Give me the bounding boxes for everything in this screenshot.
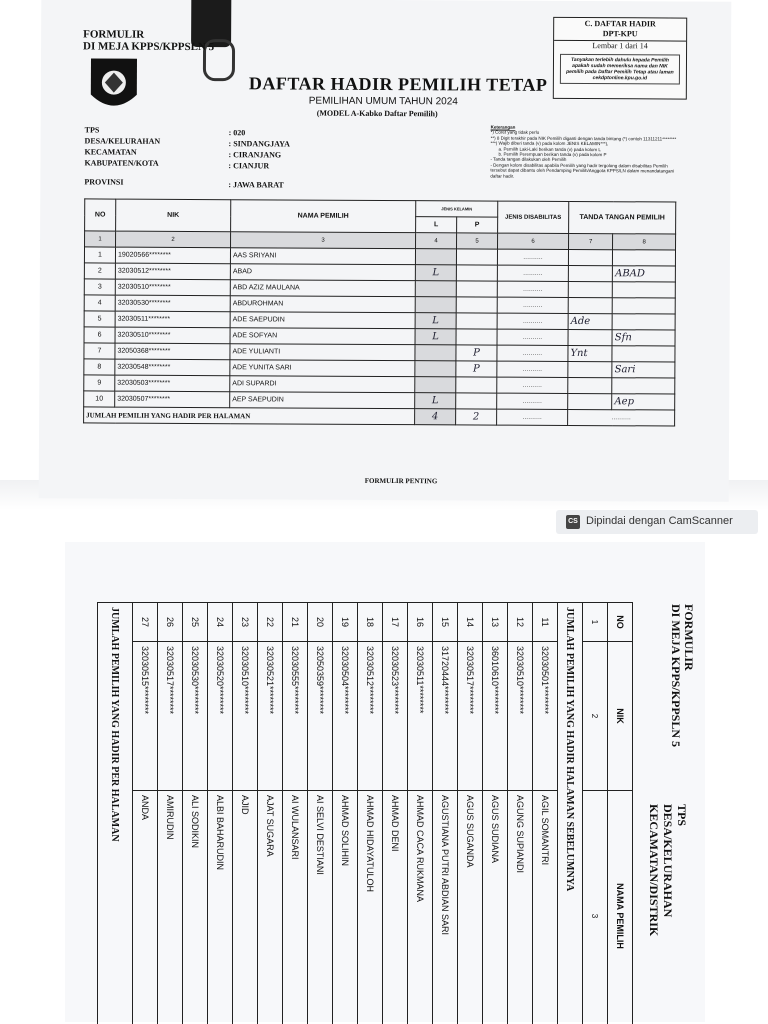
page2-row-no: 24 [208,603,233,642]
form-label [83,28,214,53]
table-row [258,603,283,1024]
row-nama: AAS SRIYANI [230,248,415,265]
col-number: 2 [116,231,231,248]
note-line: - Dengan kolom disabilitas apabila Pemilih yang hadir tergolong dalam disabilitas Pemilih tersebut dapat dibantu oleh Pendamping Pemilih/Anggota KPPS/LN dalam menandatangani daftar hadir. [490,162,675,179]
camscanner-icon: CS [566,515,580,529]
row-signature-left [568,377,612,393]
page2-meta [647,804,689,936]
note-line: **) 8 Digit terakhir pada NIK Pemilih diganti dengan tanda bintang (*) contoh 11311211******** [490,135,677,142]
meta-value-tps: : 020 [228,128,246,138]
note-line: - Tanda tangan dilakukan oleh Pemilih [490,156,567,163]
row-gender-l [415,377,456,393]
page2-col-header-nama: NAMA PEMILIH [608,791,633,1024]
handwritten-signature: Ade [570,315,591,328]
row-nama: ADI SUPARDI [230,376,415,393]
document-model: (MODEL A-Kabko Daftar Pemilih) [316,108,438,119]
page2-row-nik: 32030510******** [233,642,258,791]
kpu-logo-icon [87,54,141,116]
page2-row-no: 13 [483,603,508,642]
row-gender-p [456,313,497,329]
row-nama: ADE YUNITA SARI [230,360,415,377]
page2-previous-total-label: JUMLAH PEMILIH YANG HADIR HALAMAN SEBELUMNYA [558,603,583,1024]
page2-row-nik: 32030520******** [208,642,233,791]
page2-row-no: 21 [283,603,308,642]
row-signature-right [612,298,675,314]
row-gender-p [456,249,497,265]
table-row [358,603,383,1024]
row-signature-right [612,282,675,298]
row-no: 1 [84,247,115,263]
row-disabilitas: .......... [497,265,568,281]
row-disabilitas: .......... [497,329,568,345]
row-signature-right [613,250,676,266]
row-signature-right [612,346,675,362]
meta-values [228,127,290,190]
form-code-line1: C. DAFTAR HADIR [584,19,656,29]
row-gender-p [456,297,497,313]
row-nama: ABD AZIZ MAULANA [230,280,415,297]
page2-row-nik: 32030555******** [283,642,308,791]
page2-col-number: 1 [583,603,608,642]
page2-row-nik: 31720444******** [433,642,458,791]
row-nik: 32030510******** [115,279,230,296]
row-nama: ABDUROHMAN [230,296,415,313]
row-signature-right [613,266,676,282]
verification-notice: Tanyakan terlebih dahulu kepada Pemilih apakah sudah memeriksa nama dan NIK pemilih pada Daftar Pemilih Tetap atau laman cekdptonline.kpu.go.id [560,54,680,85]
row-nik: 32030548******** [115,359,230,376]
row-no: 3 [84,279,115,295]
page2-row-no: 11 [533,603,558,642]
row-disabilitas: .......... [497,249,568,265]
handwritten-signature: Sfn [614,332,632,344]
col-number: 5 [457,233,498,249]
row-disabilitas: .......... [497,313,568,329]
table-row [308,603,333,1024]
page2-form-label-line1: FORMULIR [682,604,696,671]
page2-col-header-nik: NIK [608,642,633,791]
page2-row-nik: 32030515******** [133,642,158,791]
page-total-p: 2 [456,409,497,425]
row-signature-right [612,362,675,378]
form-label-line1: FORMULIR [83,28,145,41]
table-row [133,603,158,1024]
page2-row-nik: 32030504******** [333,642,358,791]
table-row [533,603,558,1024]
row-signature-left [568,393,612,409]
page2-row-nik: 32030523******** [383,642,408,791]
table-row [208,603,233,1024]
row-disabilitas: .......... [497,281,568,297]
form-label-line2: DI MEJA KPPS/KPPSLN 5 [83,40,215,54]
row-nik: 32030511******** [115,311,230,328]
col-header-nik: NIK [116,199,231,232]
row-no: 4 [84,295,115,311]
row-signature-left [568,249,612,265]
row-gender-l [415,361,456,377]
row-signature-left [568,361,612,377]
page2-row-nama: AGUNG SUPIANDI [508,791,533,1024]
page2-row-no: 25 [183,603,208,642]
page2-row-no: 23 [233,603,258,642]
row-gender-p: P [456,361,497,377]
row-signature-left [568,281,612,297]
notes-block [490,125,678,180]
row-nama: ABAD [230,264,415,281]
page2-row-no: 27 [133,603,158,642]
table-row [283,603,308,1024]
page2-row-nik: 32030501******** [533,642,558,791]
row-signature-left [568,297,612,313]
page2-row-no: 15 [433,603,458,642]
row-nik: 32030503******** [115,375,230,392]
table-row [233,603,258,1024]
handwritten-signature: ABAD [615,268,645,280]
page2-row-nama: ALI SODIKIN [183,791,208,1024]
col-number: 8 [613,234,676,250]
row-no: 7 [84,343,115,359]
handwritten-signature: Aep [614,396,635,408]
table-row [483,603,508,1024]
table-row [508,603,533,1024]
row-signature-right [612,394,675,410]
col-number: 4 [416,233,457,249]
col-number: 7 [569,233,613,249]
meta-key-provinsi: PROVINSI [84,177,124,187]
form-code-line2: DPT-KPU [602,29,638,39]
note-line: a. Pemilih Laki-Laki berikan tanda (v) pada kolom L [498,146,601,152]
page2-row-nama: AHMAD SOLIHIN [333,791,358,1024]
table-row [433,603,458,1024]
meta-key-kabupaten: KABUPATEN/KOTA [84,158,159,168]
col-header-l: L [416,217,457,233]
row-disabilitas: .......... [497,393,568,409]
row-nik: 32030530******** [115,295,230,312]
document-subtitle: PEMILIHAN UMUM TAHUN 2024 [308,95,458,108]
page2-col-number: 3 [583,791,608,1024]
page2-meta-key-kecamatan: KECAMATAN/DISTRIK [647,804,661,937]
page2-row-nama: AHMAD CACA RUKMANA [408,791,433,1024]
row-disabilitas: .......... [497,297,568,313]
page2-row-no: 22 [258,603,283,642]
attendance-sheet-page-2 [0,540,768,1024]
page2-row-no: 14 [458,603,483,642]
page2-row-nama: AI SELVI DESTIANI [308,791,333,1024]
page-total-signature: .......... [568,409,675,426]
page2-row-nik: 32030517******** [458,642,483,791]
page2-row-nama: ALBI BAHARUDIN [208,791,233,1024]
col-header-p: P [457,217,498,233]
row-nik: 32030507******** [115,391,230,408]
meta-value-kabupaten: : CIANJUR [228,161,270,171]
page2-form-label-line2: DI MEJA KPPS/KPPSLN 5 [669,604,683,748]
page2-row-nama: AMIRUDIN [158,791,183,1024]
row-no: 5 [84,311,115,327]
meta-key-tps: TPS [84,125,100,135]
table-row [158,603,183,1024]
col-number: 6 [498,233,569,249]
row-disabilitas: .......... [497,377,568,393]
row-no: 2 [84,263,115,279]
row-nik: 32030510******** [115,327,230,344]
meta-value-kecamatan: : CIRANJANG [228,150,282,160]
page2-col-header-no: NO [608,603,633,642]
form-code [554,18,686,42]
table-row [383,603,408,1024]
page2-page-total-label: JUMLAH PEMILIH YANG HADIR PER HALAMAN [98,603,133,1024]
handwritten-signature: Ynt [570,347,588,360]
page2-meta-key-tps: TPS [675,804,689,827]
page2-row-nik: 32030510******** [508,642,533,791]
row-no: 10 [84,391,115,407]
page2-row-no: 26 [158,603,183,642]
row-gender-l [415,281,456,297]
note-line: *) Coret yang tidak perlu [490,129,540,136]
row-nama: ADE YULIANTI [230,344,415,361]
col-number: 1 [85,231,116,247]
page2-row-nama: AGIL SOMANTRI [533,791,558,1024]
row-signature-right [612,314,675,330]
row-gender-l: L [415,265,456,281]
note-line: ***) Wajib diberi tanda (v) pada kolom JENIS KELAMIN***), [490,140,609,147]
document-title: DAFTAR HADIR PEMILIH TETAP [248,73,548,95]
row-signature-left [568,329,612,345]
page2-row-nama: AGUS SUDIANA [483,791,508,1024]
row-nik: 32050368******** [115,343,230,360]
row-gender-l: L [415,313,456,329]
page-total-l: 4 [415,409,456,425]
row-no: 6 [84,327,115,343]
row-gender-p: P [456,345,497,361]
page2-row-nama: AHMAD HIDAYATULOH [358,791,383,1024]
form-code-box [553,17,687,100]
row-no: 8 [84,359,115,375]
page2-row-nik: 32030521******** [258,642,283,791]
page2-row-nama: AJID [233,791,258,1024]
voter-attendance-table [83,198,676,426]
page-total-disabilitas: .......... [497,409,568,425]
camscanner-badge [556,510,758,534]
notes-title: Keterangan [490,124,516,130]
row-gender-l [415,297,456,313]
page2-row-nik: 32030530******** [183,642,208,791]
table-row [333,603,358,1024]
meta-keys [84,124,160,187]
page2-row-nama: AGUSTIANA PUTRI ABDIAN SARI [433,791,458,1024]
table-row [408,603,433,1024]
meta-key-kecamatan: KECAMATAN [84,147,137,157]
row-signature-left [568,313,612,329]
row-gender-p [456,329,497,345]
page2-row-no: 20 [308,603,333,642]
rotated-page [65,542,705,1022]
row-disabilitas: .......... [497,345,568,361]
row-no: 9 [84,375,115,391]
page2-row-nama: AI WULANSARI [283,791,308,1024]
meta-key-desa: DESA/KELURAHAN [84,136,161,146]
page2-row-nama: AHMAD DENI [383,791,408,1024]
col-header-nama: NAMA PEMILIH [231,200,416,233]
col-header-no: NO [85,199,116,231]
col-header-jenis-kelamin: JENIS KELAMIN [416,201,498,217]
meta-value-provinsi: : JAWA BARAT [228,180,284,190]
row-disabilitas: .......... [497,361,568,377]
row-signature-right [612,330,675,346]
col-header-tanda-tangan: TANDA TANGAN PEMILIH [569,201,676,234]
page2-row-nama: ANDA [133,791,158,1024]
col-header-disabilitas: JENIS DISABILITAS [498,201,569,233]
row-gender-l: L [415,329,456,345]
handwritten-signature: Sari [614,364,636,376]
page2-row-no: 19 [333,603,358,642]
row-nik: 19020566******** [115,247,230,264]
row-gender-l: L [415,393,456,409]
row-gender-p [456,265,497,281]
page2-row-nama: AGUS SUGANDA [458,791,483,1024]
row-gender-p [456,281,497,297]
page-total-label: JUMLAH PEMILIH YANG HADIR PER HALAMAN [84,407,415,425]
page2-form-label [669,604,695,747]
footer-note: FORMULIR PENTING [364,476,438,486]
row-nama: ADE SOFYAN [230,328,415,345]
page2-row-nik: 32030511******** [408,642,433,791]
row-signature-left [568,265,612,281]
page2-col-number: 2 [583,642,608,791]
row-gender-l [415,345,456,361]
col-number: 3 [231,232,416,249]
page2-row-no: 12 [508,603,533,642]
page2-row-no: 18 [358,603,383,642]
page2-row-nik: 32030517******** [158,642,183,791]
page2-voter-table [97,602,633,1024]
note-line: b. Pemilih Perempuan berikan tanda (v) pada kolom P [498,151,607,158]
page2-row-no: 16 [408,603,433,642]
sheet-count: Lembar 1 dari 14 [592,41,648,51]
row-gender-p [456,377,497,393]
table-row [458,603,483,1024]
page2-row-nama: AJAT SUGARA [258,791,283,1024]
row-nama: AEP SAEPUDIN [230,392,415,409]
page2-row-nik: 32030512******** [358,642,383,791]
row-nama: ADE SAEPUDIN [230,312,415,329]
page2-row-no: 17 [383,603,408,642]
page2-row-nik: 32050359******** [308,642,333,791]
row-signature-left [568,345,612,361]
camscanner-label: Dipindai dengan CamScanner [586,515,733,527]
row-gender-l [415,249,456,265]
row-gender-p [456,393,497,409]
meta-value-desa: : SINDANGJAYA [228,139,290,149]
page2-row-nik: 36010610******** [483,642,508,791]
table-row [183,603,208,1024]
row-signature-right [612,378,675,394]
row-nik: 32030512******** [115,263,230,280]
page2-meta-key-desa: DESA/KELURAHAN [661,804,675,918]
attendance-sheet-page-1 [39,0,732,502]
